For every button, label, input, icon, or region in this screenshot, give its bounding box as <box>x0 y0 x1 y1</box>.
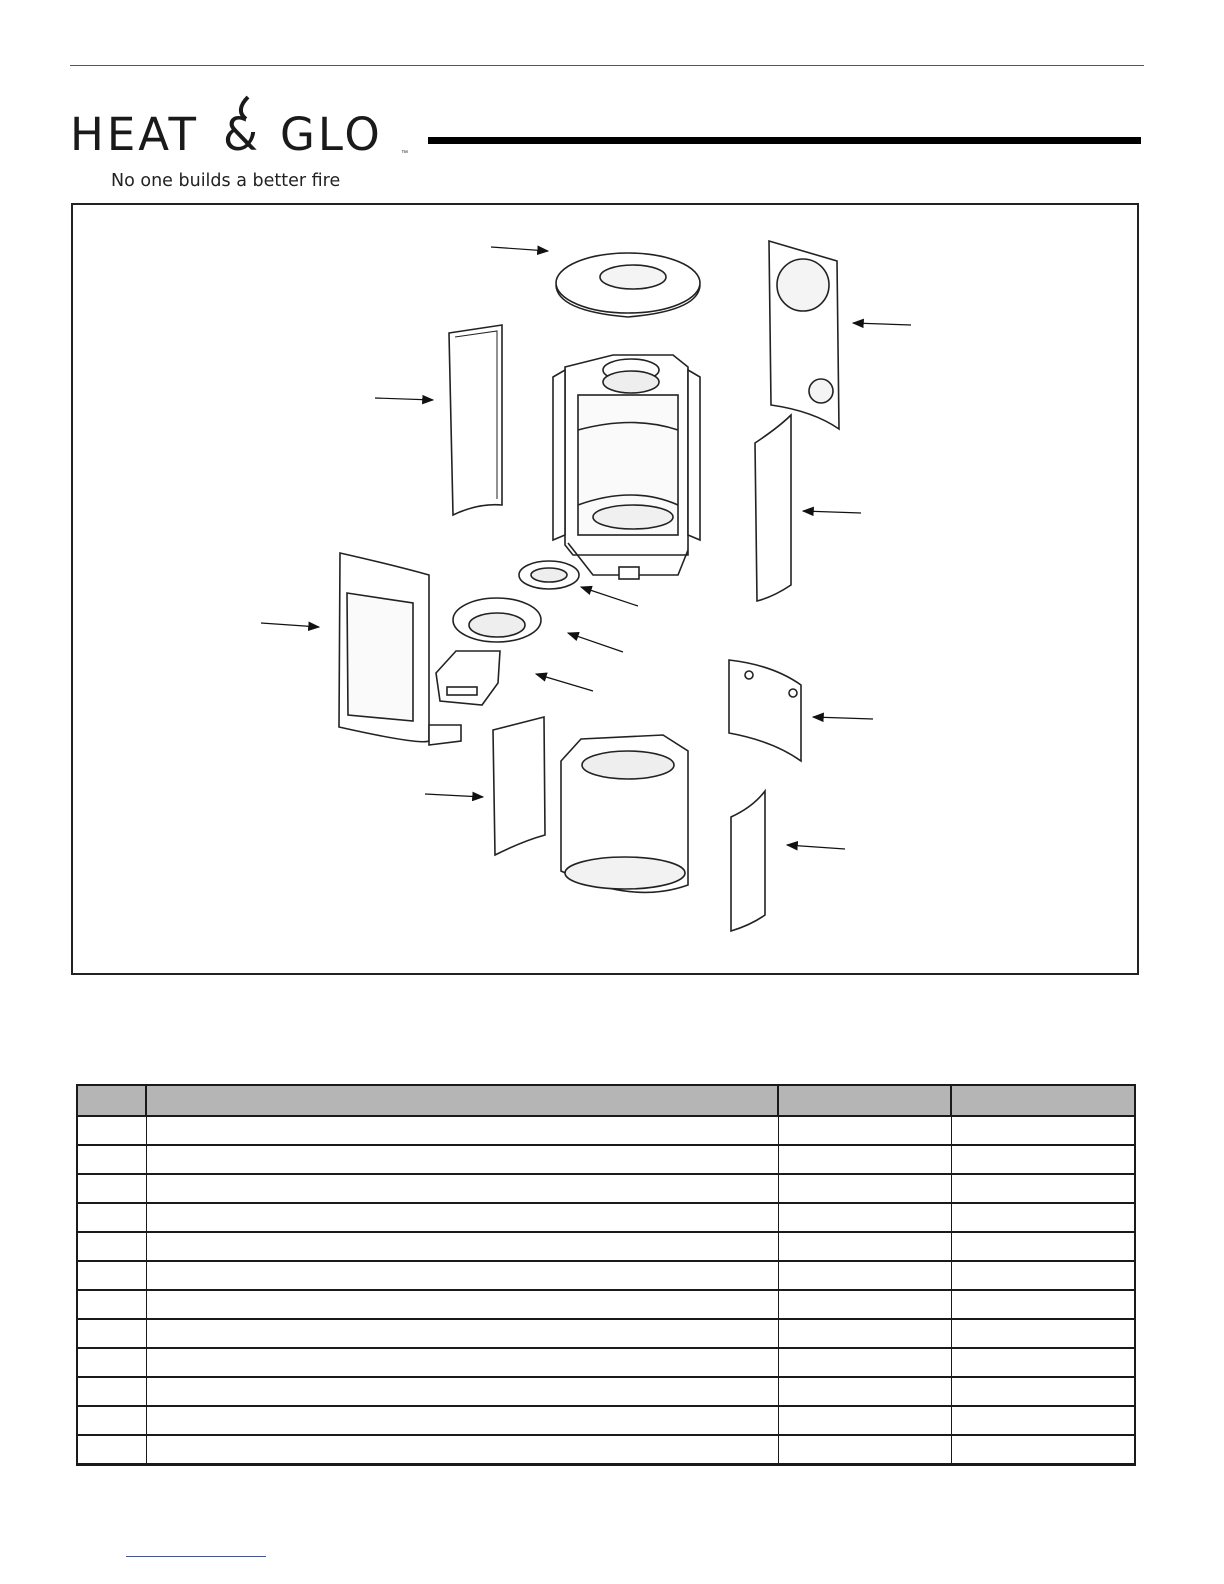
table-row <box>77 1348 1135 1377</box>
cell <box>146 1261 778 1290</box>
table-row <box>77 1290 1135 1319</box>
table-row <box>77 1174 1135 1203</box>
top-rule <box>70 65 1144 66</box>
header-bar <box>428 137 1141 144</box>
cell <box>778 1377 951 1406</box>
table-row <box>77 1261 1135 1290</box>
cell <box>77 1203 146 1232</box>
cell <box>146 1203 778 1232</box>
cell <box>951 1203 1135 1232</box>
cell <box>951 1290 1135 1319</box>
cell <box>77 1174 146 1203</box>
arrow-ash-pan <box>536 674 593 691</box>
table-row <box>77 1406 1135 1435</box>
cell <box>77 1232 146 1261</box>
parts-table <box>76 1084 1136 1466</box>
header-description <box>146 1085 778 1116</box>
logo-text-heat: HEAT <box>70 108 200 159</box>
cell <box>77 1116 146 1145</box>
arrow-back-panel <box>853 323 911 325</box>
firebox-body-part <box>553 355 700 579</box>
arrow-front-door <box>261 623 319 627</box>
ash-pan-part <box>436 651 500 705</box>
cell <box>778 1290 951 1319</box>
cell <box>951 1348 1135 1377</box>
cell <box>778 1435 951 1465</box>
logo-ampersand: & <box>223 108 262 159</box>
cell <box>951 1319 1135 1348</box>
table-row <box>77 1319 1135 1348</box>
cell <box>77 1290 146 1319</box>
cell <box>951 1145 1135 1174</box>
cell <box>951 1261 1135 1290</box>
table-row <box>77 1145 1135 1174</box>
cell <box>146 1435 778 1465</box>
cell <box>77 1435 146 1465</box>
small-burner-grate-part <box>519 561 579 589</box>
cell <box>951 1232 1135 1261</box>
arrow-ember-tray <box>568 633 623 652</box>
lower-right-side-panel <box>731 791 765 931</box>
cell <box>77 1319 146 1348</box>
cell <box>951 1377 1135 1406</box>
cell <box>77 1377 146 1406</box>
heat-glo-logo <box>70 95 410 159</box>
cell <box>778 1203 951 1232</box>
cell <box>778 1261 951 1290</box>
arrow-top-plate <box>491 247 548 251</box>
cell <box>778 1406 951 1435</box>
logo-text-glo: GLO <box>280 108 383 159</box>
footer-link-underline[interactable] <box>126 1556 266 1557</box>
arrow-lower-left-panel <box>425 794 483 797</box>
header-quantity <box>951 1085 1135 1116</box>
cell <box>778 1174 951 1203</box>
cell <box>146 1232 778 1261</box>
cell <box>951 1174 1135 1203</box>
arrow-right-middle-panel <box>803 511 861 513</box>
cell <box>77 1261 146 1290</box>
cell <box>146 1290 778 1319</box>
right-lower-panel <box>729 660 801 761</box>
cell <box>146 1174 778 1203</box>
cell <box>146 1348 778 1377</box>
cell <box>778 1319 951 1348</box>
cell <box>778 1348 951 1377</box>
cell <box>778 1145 951 1174</box>
table-header-row <box>77 1085 1135 1116</box>
table-row <box>77 1203 1135 1232</box>
cell <box>77 1406 146 1435</box>
cell <box>146 1116 778 1145</box>
cell <box>146 1406 778 1435</box>
cell <box>77 1348 146 1377</box>
upper-left-side-panel <box>449 325 502 515</box>
cell <box>951 1435 1135 1465</box>
arrow-upper-left-panel <box>375 398 433 400</box>
cell <box>778 1116 951 1145</box>
table-row <box>77 1435 1135 1465</box>
cell <box>778 1232 951 1261</box>
cell <box>951 1116 1135 1145</box>
cell <box>951 1406 1135 1435</box>
arrow-lower-right-panel <box>787 845 845 849</box>
arrow-right-lower-panel <box>813 717 873 719</box>
ember-tray-part <box>453 598 541 642</box>
parts-diagram-box <box>71 203 1139 975</box>
upper-right-back-panel <box>769 241 839 429</box>
arrow-small-grate <box>581 587 638 606</box>
header-item-number <box>77 1085 146 1116</box>
exploded-stove-parts-diagram <box>73 205 1137 973</box>
cell <box>77 1145 146 1174</box>
trademark-symbol: ™ <box>401 150 408 157</box>
table-row <box>77 1116 1135 1145</box>
right-middle-side-panel <box>755 415 791 601</box>
base-pedestal-part <box>561 735 688 892</box>
lower-left-side-panel <box>493 717 545 855</box>
cell <box>146 1377 778 1406</box>
header-part-number <box>778 1085 951 1116</box>
front-door-frame-part <box>339 553 461 745</box>
table-row <box>77 1377 1135 1406</box>
table-row <box>77 1232 1135 1261</box>
cell <box>146 1319 778 1348</box>
tagline: No one builds a better fire <box>111 171 341 191</box>
cell <box>146 1145 778 1174</box>
top-plate-part <box>556 253 700 317</box>
